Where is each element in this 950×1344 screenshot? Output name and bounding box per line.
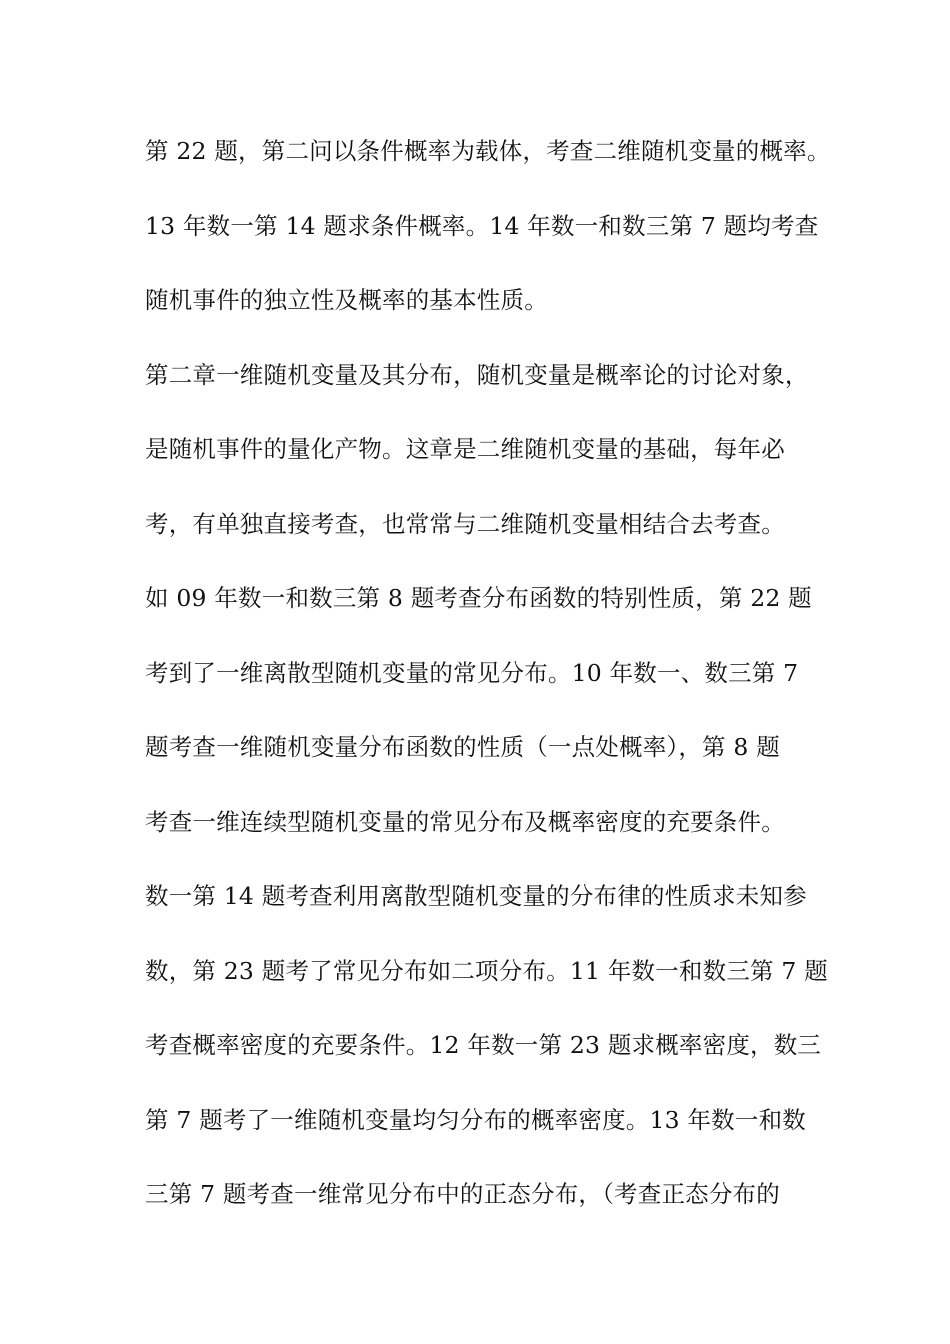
text-line-11: 数一第 14 题考查利用离散型随机变量的分布律的性质求未知参 <box>145 882 807 910</box>
text-line-9: 题考查一维随机变量分布函数的性质（一点处概率），第 8 题 <box>145 733 780 761</box>
text-line-4: 第二章一维随机变量及其分布，随机变量是概率论的讨论对象， <box>145 360 809 389</box>
text-line-1: 第 22 题，第二问以条件概率为载体，考查二维随机变量的概率。 <box>145 137 831 165</box>
body-text <box>145 131 831 1249</box>
text-line-10: 考查一维连续型随机变量的常见分布及概率密度的充要条件。 <box>145 807 785 836</box>
text-line-3: 随机事件的独立性及概率的基本性质。 <box>145 286 548 314</box>
text-line-13: 考查概率密度的充要条件。12 年数一第 23 题求概率密度，数三 <box>145 1031 822 1059</box>
text-line-8: 考到了一维离散型随机变量的常见分布。10 年数一、数三第 7 <box>145 658 799 687</box>
text-line-12: 数，第 23 题考了常见分布如二项分布。11 年数一和数三第 7 题 <box>145 956 828 985</box>
text-line-5: 是随机事件的量化产物。这章是二维随机变量的基础，每年必 <box>145 435 785 463</box>
text-line-15: 三第 7 题考查一维常见分布中的正态分布，（考查正态分布的 <box>145 1180 780 1208</box>
text-line-2: 13 年数一第 14 题求条件概率。14 年数一和数三第 7 题均考查 <box>145 211 819 240</box>
text-line-14: 第 7 题考了一维随机变量均匀分布的概率密度。13 年数一和数 <box>145 1105 806 1134</box>
text-line-7: 如 09 年数一和数三第 8 题考查分布函数的特别性质，第 22 题 <box>145 584 812 612</box>
text-line-6: 考，有单独直接考查，也常常与二维随机变量相结合去考查。 <box>145 509 785 538</box>
